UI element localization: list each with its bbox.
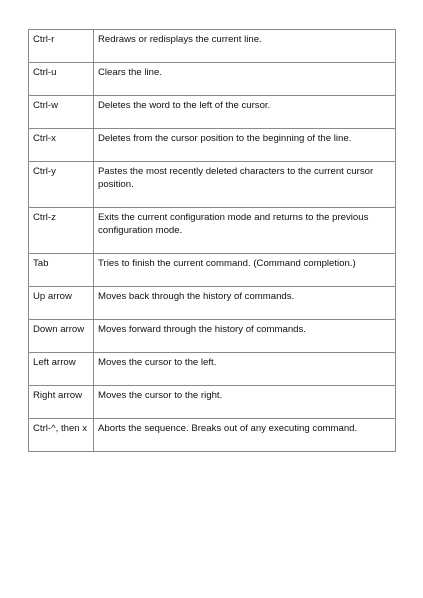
shortcut-description: Pastes the most recently deleted characters to the current cursor position. <box>94 162 396 208</box>
shortcut-description: Deletes the word to the left of the cursor. <box>94 96 396 129</box>
table-row <box>29 353 396 386</box>
table-row <box>29 254 396 287</box>
shortcut-description: Deletes from the cursor position to the beginning of the line. <box>94 129 396 162</box>
shortcut-key: Down arrow <box>29 320 94 353</box>
table-row <box>29 129 396 162</box>
shortcut-key: Ctrl-u <box>29 63 94 96</box>
table-row <box>29 63 396 96</box>
shortcut-description: Tries to finish the current command. (Command completion.) <box>94 254 396 287</box>
shortcut-key: Ctrl-r <box>29 30 94 63</box>
table-row <box>29 419 396 452</box>
shortcut-description: Moves back through the history of commands. <box>94 287 396 320</box>
shortcut-key: Ctrl-z <box>29 208 94 254</box>
shortcut-key: Ctrl-w <box>29 96 94 129</box>
shortcut-description: Moves forward through the history of commands. <box>94 320 396 353</box>
table-row <box>29 30 396 63</box>
shortcut-key: Ctrl-y <box>29 162 94 208</box>
shortcut-description: Clears the line. <box>94 63 396 96</box>
table-row <box>29 162 396 208</box>
keyboard-shortcuts-table <box>28 29 396 452</box>
shortcut-key: Ctrl-^, then x <box>29 419 94 452</box>
shortcut-key: Ctrl-x <box>29 129 94 162</box>
table-row <box>29 287 396 320</box>
shortcut-description: Exits the current configuration mode and returns to the previous configuration mode. <box>94 208 396 254</box>
table-row <box>29 96 396 129</box>
table-row <box>29 386 396 419</box>
shortcut-description: Moves the cursor to the left. <box>94 353 396 386</box>
table-row <box>29 320 396 353</box>
shortcut-description: Aborts the sequence. Breaks out of any executing command. <box>94 419 396 452</box>
shortcut-description: Redraws or redisplays the current line. <box>94 30 396 63</box>
shortcut-key: Right arrow <box>29 386 94 419</box>
shortcut-key: Up arrow <box>29 287 94 320</box>
shortcut-key: Tab <box>29 254 94 287</box>
shortcut-key: Left arrow <box>29 353 94 386</box>
shortcut-description: Moves the cursor to the right. <box>94 386 396 419</box>
table-row <box>29 208 396 254</box>
